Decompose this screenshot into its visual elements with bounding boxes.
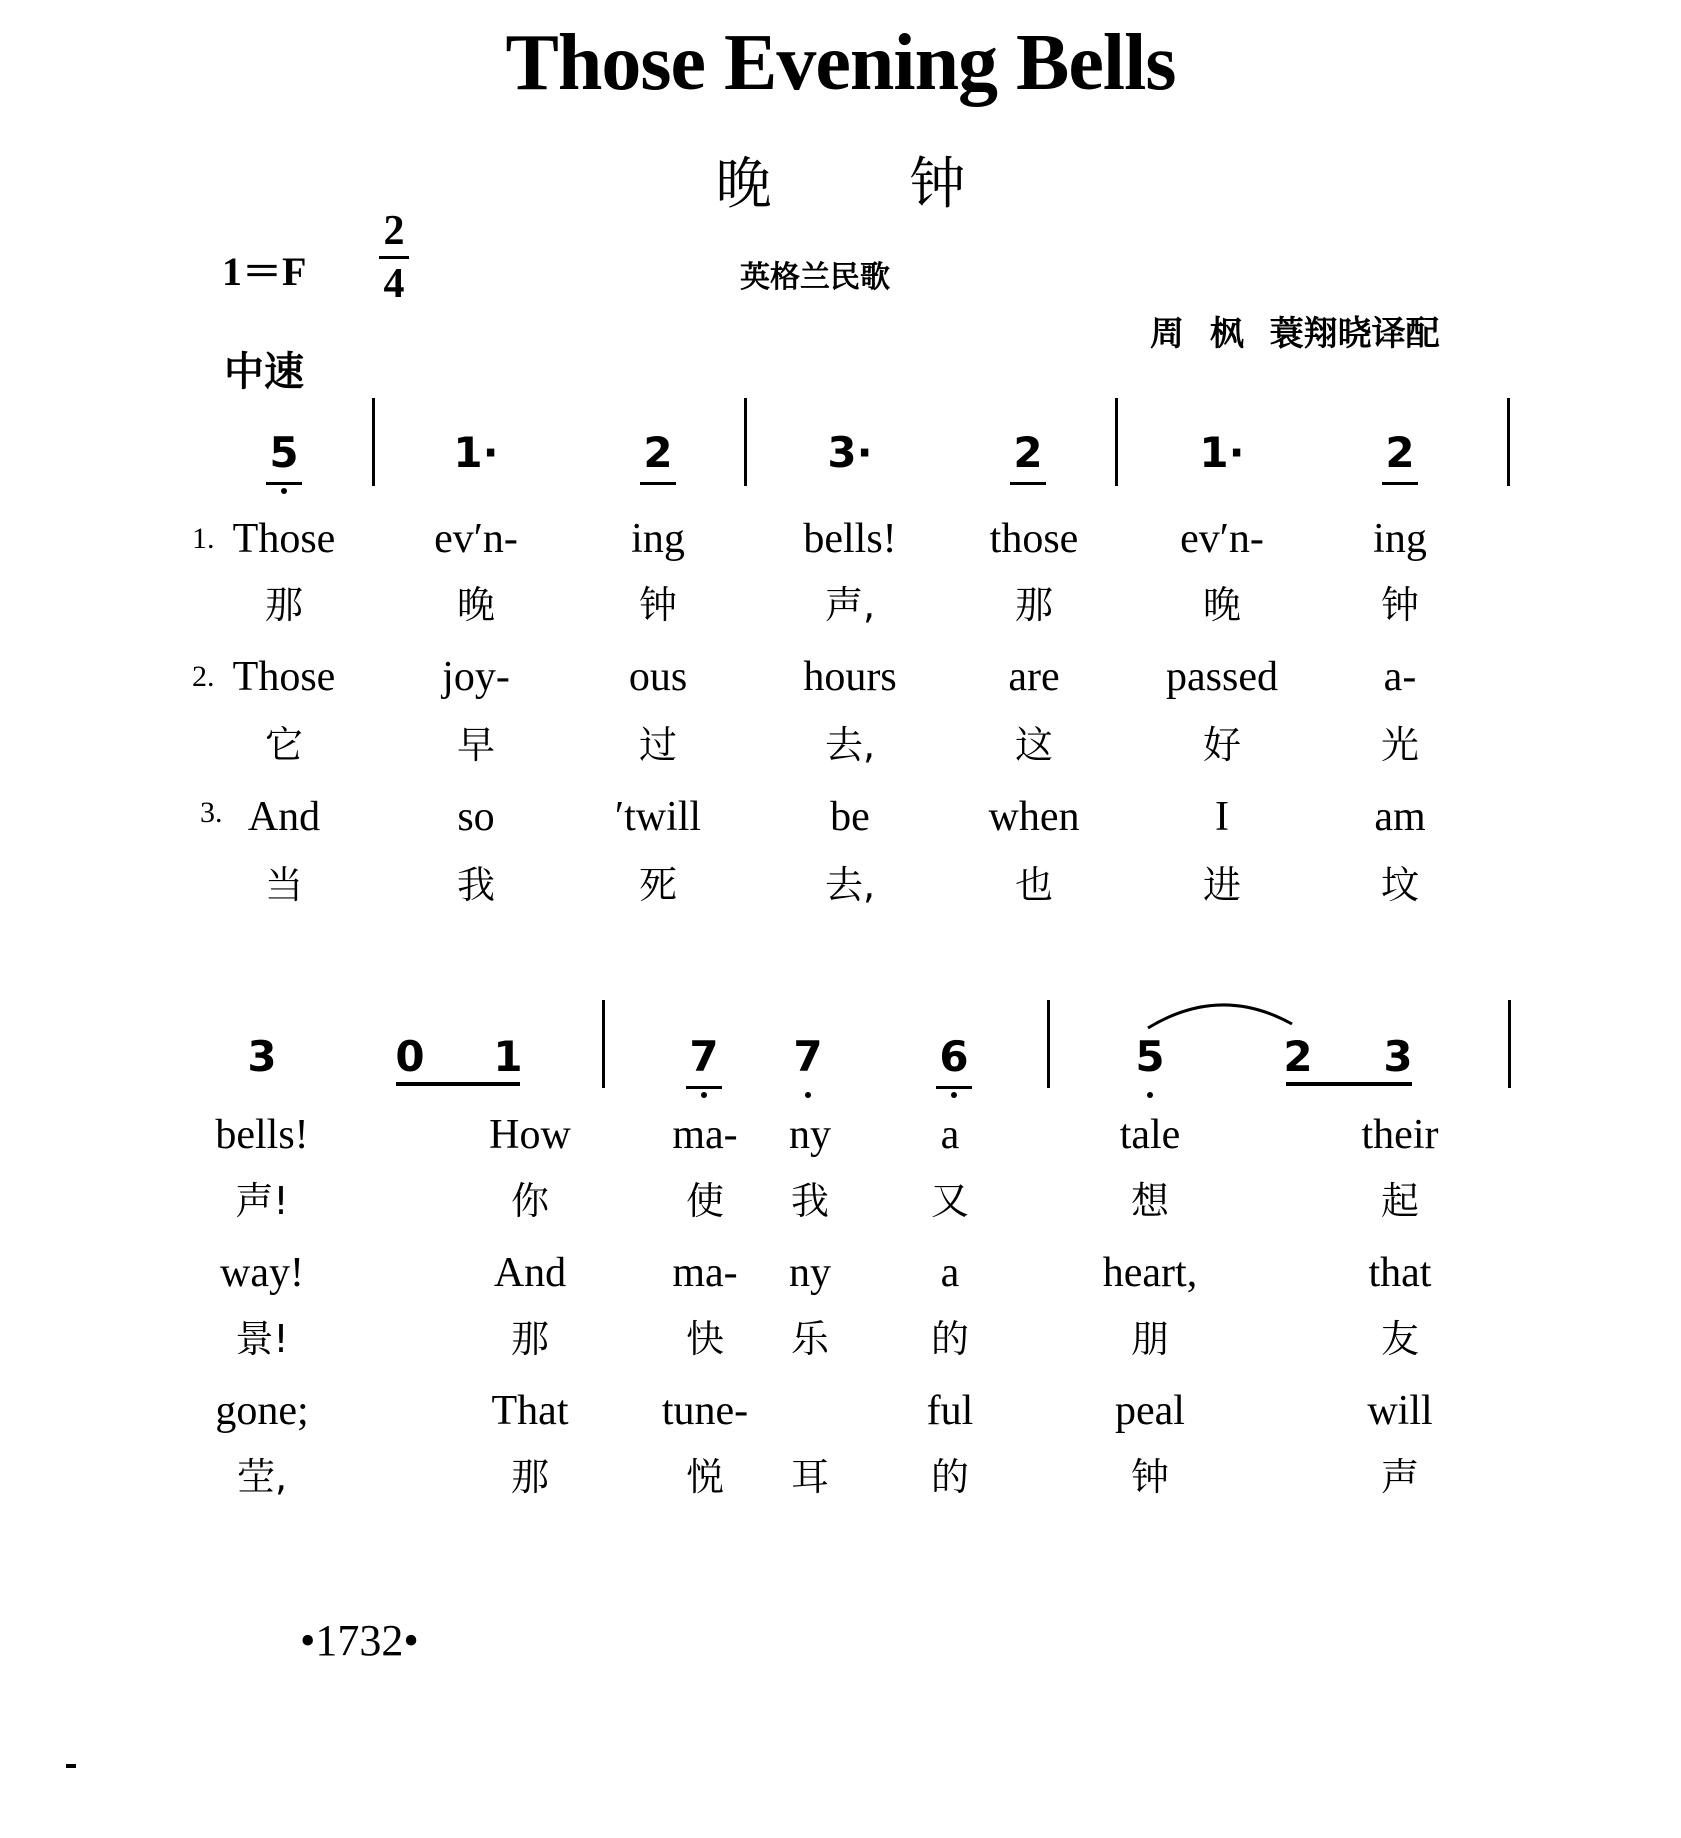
- eighth-beam: [1286, 1082, 1412, 1086]
- lyric-chinese: 想: [1130, 1179, 1169, 1223]
- lyric-chinese: 那: [510, 1455, 549, 1499]
- tempo-marking: 中速: [224, 349, 304, 395]
- note: 7: [674, 1036, 734, 1078]
- lyric-english: way!: [220, 1250, 304, 1296]
- eighth-underline: [640, 482, 676, 485]
- low-octave-dot: [1147, 1092, 1153, 1098]
- lyric-chinese: 死: [638, 863, 677, 907]
- lyric-chinese: 坟: [1380, 863, 1419, 907]
- barline: [1047, 1000, 1050, 1088]
- barline: [1115, 398, 1118, 486]
- low-octave-dot: [951, 1092, 957, 1098]
- low-octave-dot: [701, 1092, 707, 1098]
- lyric-chinese: 你: [510, 1179, 549, 1223]
- eighth-underline: [1382, 482, 1418, 485]
- slur-tie: [1140, 996, 1300, 1032]
- lyric-chinese: 朋: [1130, 1317, 1169, 1361]
- lyric-english: so: [457, 794, 495, 840]
- lyric-english: be: [830, 794, 870, 840]
- lyric-chinese: 它: [264, 723, 303, 767]
- eighth-underline: [686, 1086, 722, 1089]
- lyric-chinese: 晚: [456, 583, 495, 627]
- note: 6: [924, 1036, 984, 1078]
- lyric-chinese: 起: [1380, 1179, 1419, 1223]
- translator-credit: 周 枫 蓑翔晓译配: [1150, 314, 1440, 354]
- time-signature-divider: [379, 256, 409, 259]
- song-origin: 英格兰民歌: [740, 260, 890, 295]
- lyric-chinese: 悦: [685, 1455, 724, 1499]
- lyric-chinese: 好: [1202, 723, 1241, 767]
- lyric-chinese: 钟: [1130, 1455, 1169, 1499]
- note: 5: [1120, 1036, 1180, 1078]
- note: 3: [1383, 1032, 1413, 1081]
- lyric-chinese: 钟: [638, 583, 677, 627]
- lyric-english: a-: [1383, 654, 1417, 700]
- lyric-english: their: [1361, 1112, 1439, 1158]
- lyric-chinese: 光: [1380, 723, 1419, 767]
- low-octave-dot: [805, 1092, 811, 1098]
- lyric-english: hours: [803, 654, 897, 700]
- note: 2: [628, 432, 688, 474]
- lyric-chinese: 友: [1380, 1317, 1419, 1361]
- eighth-underline: [1010, 482, 1046, 485]
- lyric-english: tune-: [661, 1388, 749, 1434]
- lyric-english: passed: [1166, 654, 1278, 700]
- note: 2: [1370, 432, 1430, 474]
- lyric-chinese: 声!: [235, 1179, 289, 1223]
- lyric-english: Those: [232, 654, 336, 700]
- barline: [744, 398, 747, 486]
- eighth-underline: [936, 1086, 972, 1089]
- lyric-chinese: 也: [1014, 863, 1053, 907]
- lyric-chinese: 耳: [790, 1455, 829, 1499]
- lyric-english: bells!: [215, 1112, 309, 1158]
- lyric-chinese: 的: [930, 1455, 969, 1499]
- verse-number: 2.: [192, 660, 215, 693]
- lyric-english: those: [989, 516, 1079, 562]
- lyric-english: ous: [628, 654, 688, 700]
- note: 3·: [827, 428, 873, 477]
- lyric-english: joy-: [442, 654, 510, 700]
- eighth-beam: [396, 1082, 520, 1086]
- lyric-english: ing: [1373, 516, 1427, 562]
- verse-number: 1.: [192, 522, 215, 555]
- lyric-english: ny: [789, 1250, 831, 1296]
- lyric-english: bells!: [803, 516, 897, 562]
- lyric-english: ful: [926, 1388, 974, 1434]
- song-title: Those Evening Bells: [505, 19, 1176, 107]
- lyric-chinese: 景!: [235, 1317, 289, 1361]
- song-subtitle-chinese: 晚 钟: [715, 152, 966, 217]
- lyric-english: am: [1374, 794, 1426, 840]
- barline: [602, 1000, 605, 1088]
- lyric-chinese: 我: [456, 863, 495, 907]
- lyric-chinese: 过: [638, 723, 677, 767]
- low-octave-dot: [281, 488, 287, 494]
- scan-speck: [66, 1764, 76, 1768]
- lyric-english: ma-: [672, 1112, 738, 1158]
- barline: [1508, 1000, 1511, 1088]
- lyric-chinese: 声,: [824, 583, 876, 627]
- lyric-chinese: 声: [1380, 1455, 1419, 1499]
- lyric-english: How: [489, 1112, 571, 1158]
- lyric-chinese: 早: [456, 723, 495, 767]
- lyric-english: ′twill: [614, 794, 702, 840]
- barline: [372, 398, 375, 486]
- lyric-english: that: [1368, 1250, 1432, 1296]
- lyric-english: heart,: [1102, 1250, 1198, 1296]
- lyric-chinese: 那: [264, 583, 303, 627]
- key-signature: 1＝F: [222, 249, 307, 294]
- page-number: •1732•: [300, 1616, 419, 1665]
- lyric-chinese: 快: [685, 1317, 724, 1361]
- note: 0: [395, 1032, 425, 1081]
- lyric-english: Those: [232, 516, 336, 562]
- lyric-english: ma-: [672, 1250, 738, 1296]
- lyric-chinese: 乐: [790, 1317, 829, 1361]
- lyric-chinese: 钟: [1380, 583, 1419, 627]
- verse-number: 3.: [200, 796, 223, 829]
- note: 5: [254, 432, 314, 474]
- note: 1·: [1199, 428, 1245, 477]
- lyric-english: And: [493, 1250, 567, 1296]
- note: 1·: [453, 428, 499, 477]
- lyric-chinese: 茔,: [236, 1455, 288, 1499]
- lyric-english: will: [1367, 1388, 1433, 1434]
- lyric-english: when: [988, 794, 1080, 840]
- lyric-chinese: 那: [510, 1317, 549, 1361]
- lyric-chinese: 这: [1014, 723, 1053, 767]
- slur-curve: [1148, 1005, 1292, 1028]
- lyric-chinese: 我: [790, 1179, 829, 1223]
- lyric-chinese: 去,: [824, 723, 876, 767]
- lyric-english: ing: [631, 516, 685, 562]
- lyric-english: I: [1215, 794, 1229, 840]
- lyric-chinese: 去,: [824, 863, 876, 907]
- lyric-english: a: [940, 1250, 960, 1296]
- lyric-chinese: 那: [1014, 583, 1053, 627]
- lyric-chinese: 当: [264, 863, 303, 907]
- note: 2: [998, 432, 1058, 474]
- lyric-english: ev′n-: [1180, 516, 1264, 562]
- lyric-english: tale: [1119, 1112, 1181, 1158]
- eighth-underline: [266, 482, 302, 485]
- lyric-english: ny: [789, 1112, 831, 1158]
- lyric-chinese: 又: [930, 1179, 969, 1223]
- lyric-chinese: 晚: [1202, 583, 1241, 627]
- time-signature-top: 2: [383, 208, 405, 254]
- note: 2: [1283, 1032, 1313, 1081]
- lyric-english: ev′n-: [434, 516, 518, 562]
- lyric-chinese: 的: [930, 1317, 969, 1361]
- lyric-english: That: [491, 1388, 569, 1434]
- note: 3: [247, 1032, 277, 1081]
- lyric-english: are: [1008, 654, 1060, 700]
- barline: [1507, 398, 1510, 486]
- lyric-english: peal: [1115, 1388, 1185, 1434]
- lyric-english: gone;: [215, 1388, 309, 1434]
- time-signature-bottom: 4: [383, 261, 405, 307]
- note: 7: [778, 1036, 838, 1078]
- lyric-english: And: [247, 794, 321, 840]
- lyric-english: a: [940, 1112, 960, 1158]
- lyric-chinese: 使: [685, 1179, 724, 1223]
- time-signature: [374, 210, 414, 305]
- lyric-chinese: 进: [1202, 863, 1241, 907]
- note: 1: [493, 1032, 523, 1081]
